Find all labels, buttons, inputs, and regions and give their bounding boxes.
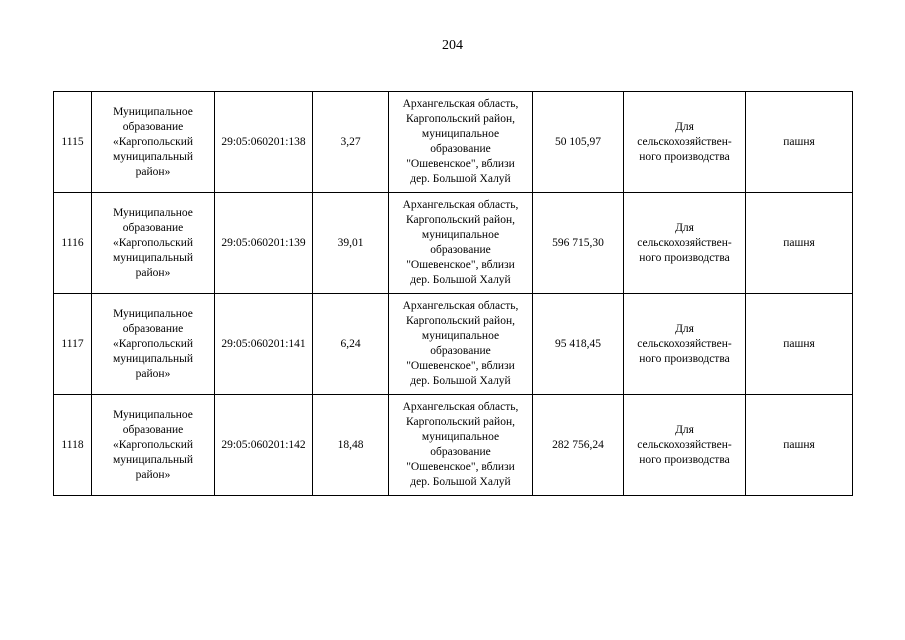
- row-number-cell: 1115: [54, 92, 92, 193]
- table-row: [54, 193, 853, 294]
- table-row: [54, 395, 853, 496]
- owner-cell: Муниципальное образование «Каргопольский муниципальный район»: [92, 193, 215, 294]
- row-number-cell: 1118: [54, 395, 92, 496]
- cadastral-number-cell: 29:05:060201:138: [215, 92, 313, 193]
- cadastral-number-cell: 29:05:060201:141: [215, 294, 313, 395]
- purpose-cell: Для сельскохозяйствен- ного производства: [624, 395, 746, 496]
- cadastral-number-cell: 29:05:060201:139: [215, 193, 313, 294]
- land-type-cell: пашня: [746, 395, 853, 496]
- value-cell: 50 105,97: [533, 92, 624, 193]
- purpose-cell: Для сельскохозяйствен- ного производства: [624, 193, 746, 294]
- purpose-cell: Для сельскохозяйствен- ного производства: [624, 294, 746, 395]
- area-cell: 3,27: [313, 92, 389, 193]
- value-cell: 596 715,30: [533, 193, 624, 294]
- row-number-cell: 1116: [54, 193, 92, 294]
- value-cell: 282 756,24: [533, 395, 624, 496]
- land-type-cell: пашня: [746, 193, 853, 294]
- cadastral-number-cell: 29:05:060201:142: [215, 395, 313, 496]
- row-number-cell: 1117: [54, 294, 92, 395]
- address-cell: Архангельская область, Каргопольский район, муниципальное образование "Ошевенское", вблизи дер. Большой Халуй: [389, 92, 533, 193]
- area-cell: 18,48: [313, 395, 389, 496]
- owner-cell: Муниципальное образование «Каргопольский муниципальный район»: [92, 92, 215, 193]
- area-cell: 39,01: [313, 193, 389, 294]
- table-row: [54, 294, 853, 395]
- owner-cell: Муниципальное образование «Каргопольский муниципальный район»: [92, 395, 215, 496]
- area-cell: 6,24: [313, 294, 389, 395]
- owner-cell: Муниципальное образование «Каргопольский муниципальный район»: [92, 294, 215, 395]
- purpose-cell: Для сельскохозяйствен- ного производства: [624, 92, 746, 193]
- page-number: 204: [442, 38, 463, 53]
- value-cell: 95 418,45: [533, 294, 624, 395]
- table-row: [54, 92, 853, 193]
- address-cell: Архангельская область, Каргопольский район, муниципальное образование "Ошевенское", вблизи дер. Большой Халуй: [389, 193, 533, 294]
- land-type-cell: пашня: [746, 92, 853, 193]
- address-cell: Архангельская область, Каргопольский район, муниципальное образование "Ошевенское", вблизи дер. Большой Халуй: [389, 395, 533, 496]
- land-registry-table: [53, 91, 853, 496]
- land-type-cell: пашня: [746, 294, 853, 395]
- address-cell: Архангельская область, Каргопольский район, муниципальное образование "Ошевенское", вблизи дер. Большой Халуй: [389, 294, 533, 395]
